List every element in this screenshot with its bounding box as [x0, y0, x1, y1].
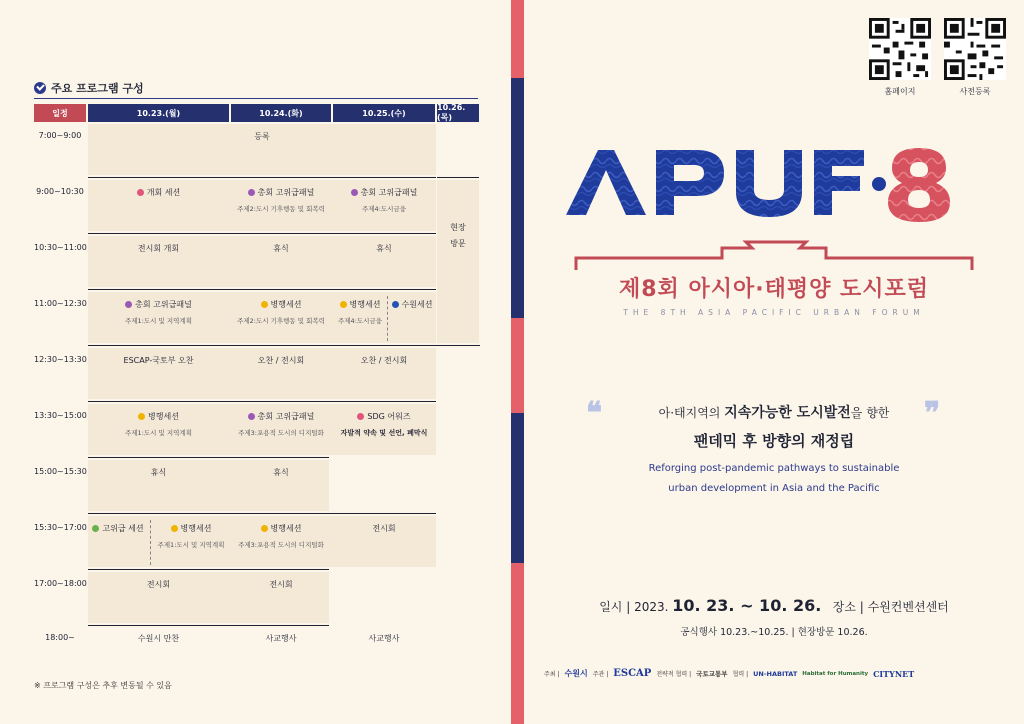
section-title	[34, 80, 144, 96]
row-divider	[437, 177, 479, 178]
session-cell	[231, 523, 331, 549]
session-cell	[231, 467, 331, 478]
strategic-label: 전략적 협력 |	[656, 671, 692, 678]
session-subtitle: 주제1:도시 및 지역계획	[125, 317, 192, 325]
organizer-label: 주관 |	[592, 671, 609, 678]
session-subtitle: 주제1:도시 및 지역계획	[125, 429, 192, 437]
session-title: 병행세션	[270, 524, 302, 533]
session-title: 병행세션	[349, 300, 381, 309]
row-divider	[88, 345, 480, 346]
time-slot: 11:00~12:30	[34, 299, 87, 308]
row-divider	[88, 457, 329, 458]
spine-segment	[511, 563, 524, 724]
session-subtitle: 주제2:도시 기후행동 및 회복력	[237, 205, 325, 213]
spine-segment	[511, 318, 524, 413]
yellow-dot-icon	[138, 413, 145, 420]
molit-logo: 국토교통부	[696, 670, 728, 678]
check-circle-icon	[34, 82, 46, 94]
session-subtitle: 주제3:포용적 도시의 디지털화	[238, 429, 324, 437]
yellow-dot-icon	[340, 301, 347, 308]
close-quote-icon: ❞	[924, 396, 941, 431]
session-cell	[88, 355, 229, 366]
session-cell	[88, 411, 229, 437]
spine-segment	[511, 413, 524, 563]
session-cell	[388, 299, 436, 310]
session-title: 수원시 만찬	[137, 634, 180, 643]
purple-dot-icon	[125, 301, 132, 308]
session-cell	[88, 187, 229, 198]
apuf8-logo	[564, 140, 984, 280]
yellow-dot-icon	[261, 301, 268, 308]
time-slot: 13:30~15:00	[34, 411, 87, 420]
qr-label-homepage: 홈페이지	[884, 87, 916, 96]
time-slot: 7:00~9:00	[38, 131, 82, 140]
time-slot: 17:00~18:00	[34, 579, 87, 588]
session-title: 병행세션	[270, 300, 302, 309]
session-title: 휴식	[150, 468, 167, 477]
session-title: 휴식	[273, 468, 289, 477]
session-cell	[333, 299, 387, 325]
date-value: 10. 23. ~ 10. 26.	[672, 596, 822, 615]
theme-english-1: Reforging post-pandemic pathways to sustainable	[648, 463, 900, 474]
qr-label-registration: 사전등록	[959, 87, 991, 96]
time-slot: 9:00~10:30	[36, 187, 84, 196]
visit-bg	[437, 180, 479, 343]
logo-number-8	[888, 148, 950, 222]
session-title: 총회 고위급패널	[257, 412, 315, 421]
session-title: 오찬 / 전시회	[257, 356, 305, 365]
session-title: 휴식	[273, 244, 289, 253]
session-title: 사교행사	[368, 634, 400, 643]
session-subtitle: 자발적 약속 및 선언, 폐막식	[340, 429, 428, 437]
spine-stripe	[511, 0, 524, 724]
header-day1: 10.23.(월)	[88, 104, 229, 122]
header-day3: 10.25.(수)	[333, 104, 435, 122]
event-date-place	[524, 596, 1024, 615]
header-day2: 10.24.(화)	[231, 104, 331, 122]
citynet-logo: CITYNET	[873, 668, 915, 679]
session-cell	[231, 187, 331, 213]
session-title: SDG 어워즈	[367, 412, 411, 421]
event-schedule-info: 공식행사 10.23.~10.25. | 현장방문 10.26.	[680, 627, 868, 638]
blue-dot-icon	[392, 301, 399, 308]
theme-line-1	[524, 402, 1024, 422]
session-title: 전시회	[372, 524, 396, 533]
time-slot: 10:30~11:00	[34, 243, 87, 252]
time-slot: 15:30~17:00	[34, 523, 87, 532]
session-title: 사교행사	[265, 634, 297, 643]
qr-icon	[869, 18, 931, 80]
row-divider	[88, 513, 436, 514]
session-cell	[88, 299, 229, 325]
session-cell	[88, 633, 229, 644]
row-divider	[88, 289, 436, 290]
session-cell	[333, 523, 435, 534]
purple-dot-icon	[351, 189, 358, 196]
partner-logos	[544, 668, 1014, 679]
session-cell	[88, 131, 436, 142]
pink-dot-icon	[137, 189, 144, 196]
session-subtitle: 주제2:도시 기후행동 및 회복력	[237, 317, 325, 325]
green-dot-icon	[92, 525, 99, 532]
footnote: ※ 프로그램 구성은 추후 변동될 수 있음	[34, 681, 172, 690]
header-schedule: 일정	[34, 104, 86, 122]
host-label: 주최 |	[544, 671, 560, 678]
session-cell	[333, 243, 435, 254]
session-title: 수원세션	[401, 300, 433, 309]
row-divider	[88, 569, 329, 570]
time-slot: 18:00~	[45, 633, 75, 642]
qr-code-registration[interactable]	[944, 18, 1006, 80]
time-slot: 12:30~13:30	[34, 355, 87, 364]
yellow-dot-icon	[261, 525, 268, 532]
suwon-logo: 수원시	[564, 669, 588, 678]
logo-letter-p	[656, 150, 724, 215]
logo-letter-a	[566, 150, 646, 215]
session-title: 고위급 세션	[102, 524, 144, 533]
row-divider	[88, 177, 436, 178]
session-title: 총회 고위급패널	[360, 188, 418, 197]
session-title: 개회 세션	[146, 188, 181, 197]
time-slot: 15:00~15:30	[34, 467, 87, 476]
session-title: 병행세션	[148, 412, 179, 421]
header-day4: 10.26.(목)	[437, 104, 479, 122]
escap-logo: ESCAP	[613, 668, 652, 679]
section-title-text: 주요 프로그램 구성	[51, 82, 144, 95]
logo-letter-u	[736, 150, 802, 217]
session-title: 오찬 / 전시회	[360, 356, 408, 365]
session-subtitle: 주제1:도시 및 지역계획	[157, 541, 225, 549]
date-label: 일시 | 2023.	[599, 600, 673, 614]
session-cell	[231, 355, 331, 366]
session-cell	[231, 299, 331, 325]
yellow-dot-icon	[171, 525, 178, 532]
session-title: 등록	[254, 132, 270, 141]
cell-split	[150, 520, 151, 565]
open-quote-icon: ❝	[586, 396, 603, 431]
english-title: THE 8TH ASIA PACIFIC URBAN FORUM	[623, 308, 925, 317]
session-title: 병행세션	[180, 524, 212, 533]
cover-page	[524, 0, 1024, 724]
coop-label: 협력 |	[732, 671, 749, 678]
session-cell	[88, 579, 229, 590]
session-cell	[333, 355, 435, 366]
session-cell	[152, 523, 230, 549]
session-title: 휴식	[376, 244, 392, 253]
theme-pre: 아·태지역의	[658, 406, 725, 420]
purple-dot-icon	[248, 189, 255, 196]
logo-letter-f	[814, 150, 864, 215]
session-title: ESCAP-국토부 오찬	[123, 356, 194, 365]
session-cell	[333, 633, 435, 644]
session-subtitle: 주제4:도시금융	[362, 205, 406, 213]
session-cell	[88, 243, 229, 254]
session-title: 전시회	[269, 580, 293, 589]
session-cell	[333, 411, 435, 438]
program-page	[0, 0, 511, 724]
place-label: 장소 | 수원컨벤션센터	[832, 600, 949, 614]
session-title: 총회 고위급패널	[135, 300, 192, 309]
session-cell	[231, 243, 331, 254]
purple-dot-icon	[248, 413, 255, 420]
logo-dot	[872, 177, 886, 191]
session-title: 전시회 개회	[137, 244, 180, 253]
theme-line-2: 팬데믹 후 방향의 재정립	[693, 432, 855, 450]
title-rule	[34, 98, 478, 99]
session-cell	[231, 411, 331, 437]
session-title: 전시회	[146, 580, 171, 589]
row-divider	[88, 233, 436, 234]
session-cell	[231, 579, 331, 590]
theme-post: 을 향한	[850, 406, 890, 420]
spine-segment	[511, 78, 524, 318]
pink-dot-icon	[357, 413, 364, 420]
site-visit-cell: 현장 방문	[450, 223, 466, 248]
unhabitat-logo: UN-HABITAT	[753, 669, 798, 678]
session-cell	[333, 187, 435, 213]
session-cell	[88, 523, 148, 534]
session-title: 총회 고위급패널	[257, 188, 315, 197]
session-subtitle: 주제3:포용적 도시의 디지털화	[238, 541, 324, 549]
theme-english-2: urban development in Asia and the Pacific	[668, 483, 880, 494]
session-cell	[88, 467, 229, 478]
korean-title: 제8회 아시아·태평양 도시포럼	[618, 277, 929, 302]
qr-icon	[944, 18, 1006, 80]
session-subtitle: 주제4:도시금융	[338, 317, 382, 325]
row-divider	[88, 401, 436, 402]
spine-segment	[511, 0, 524, 78]
row-divider	[88, 625, 329, 626]
palace-roof-icon	[576, 242, 972, 270]
habitat-logo: Habitat for Humanity	[802, 670, 869, 677]
qr-code-homepage[interactable]	[869, 18, 931, 80]
session-cell	[231, 633, 331, 644]
theme-bold: 지속가능한 도시발전	[724, 405, 851, 421]
